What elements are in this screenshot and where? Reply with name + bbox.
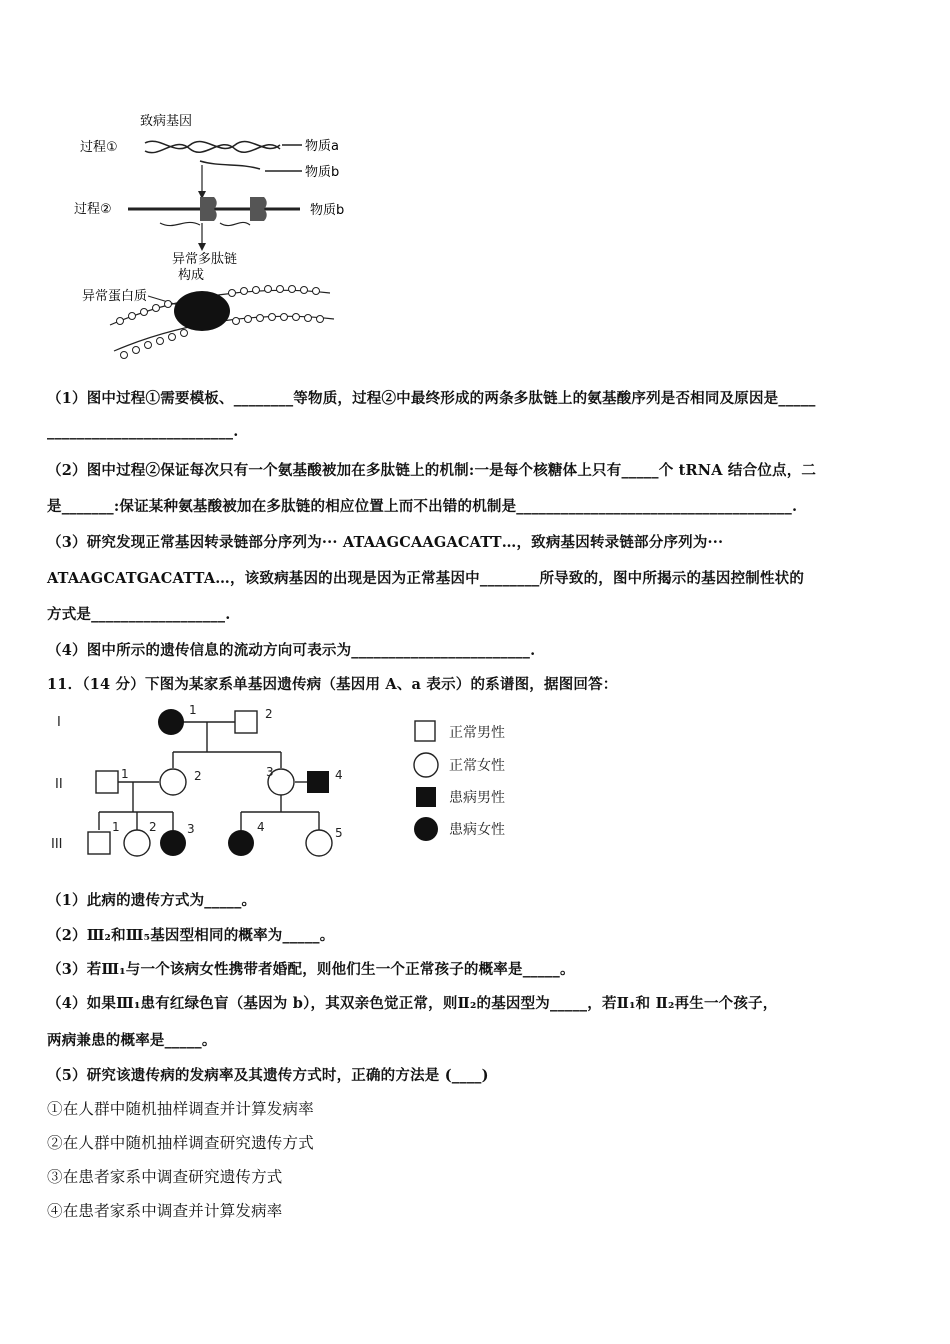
q11-option-4: ④在患者家系中调查并计算发病率 <box>47 1202 283 1220</box>
q11-4-line2: 两病兼患的概率是_____。 <box>47 1032 217 1049</box>
q11-option-1: ①在人群中随机抽样调查并计算发病率 <box>47 1100 314 1118</box>
person-III3-affected-female <box>160 830 186 856</box>
label-process1: 过程① <box>80 140 118 155</box>
q10-2-line1: （2）图中过程②保证每次只有一个氨基酸被加在多肽链上的机制:一是每个核糖体上只有_____个 tRNA 结合位点，二 <box>47 462 817 479</box>
q10-1-line2: _________________________. <box>47 423 239 440</box>
person-II4-affected-male <box>307 771 329 793</box>
q11-1: （1）此病的遗传方式为_____。 <box>47 892 257 909</box>
person-III5-normal-female <box>306 830 332 856</box>
label-substance-b: 物质b <box>305 165 340 180</box>
person-I1-affected-female <box>158 709 184 735</box>
q11-2: （2）Ⅲ₂和Ⅲ₅基因型相同的概率为_____。 <box>47 927 335 944</box>
person-III4-affected-female <box>228 830 254 856</box>
legend-affected-female: 患病女性 <box>449 822 505 838</box>
q11-option-3: ③在患者家系中调查研究遗传方式 <box>47 1168 283 1186</box>
mrna-strand <box>200 161 260 169</box>
label-substance-a: 物质a <box>305 139 339 154</box>
gen-label-III: III <box>51 837 63 852</box>
num-II1: 1 <box>121 767 129 781</box>
label-abnormal-protein: 异常蛋白质 <box>82 289 148 304</box>
q11-option-2: ②在人群中随机抽样调查研究遗传方式 <box>47 1134 314 1152</box>
q10-1-line1: （1）图中过程①需要模板、________等物质，过程②中最终形成的两条多肽链上的氨基酸序列是否相同及原因是_____ <box>47 390 816 407</box>
label-abnormal-chain: 异常多肽链 <box>172 252 238 267</box>
person-III1-normal-male <box>88 832 110 854</box>
label-gene: 致病基因 <box>140 114 193 129</box>
legend-affected-female-symbol <box>414 817 438 841</box>
num-III2: 2 <box>149 820 157 834</box>
label-constitute: 构成 <box>178 268 205 283</box>
person-II1-normal-male <box>96 771 118 793</box>
num-III5: 5 <box>335 826 343 840</box>
q10-2-line2: 是_______:保证某种氨基酸被加在多肽链的相应位置上而不出错的机制是_____________________________________. <box>47 498 798 515</box>
q11-4-line1: （4）如果Ⅲ₁患有红绿色盲（基因为 b），其双亲色觉正常，则Ⅱ₂的基因型为_____，若Ⅱ₁和 Ⅱ₂再生一个孩子， <box>47 995 778 1012</box>
q10-3-line2: ATAAGCATGACATTA…，该致病基因的出现是因为正常基因中________所导致的，图中所揭示的基因控制性状的 <box>47 570 805 587</box>
gen-label-I: I <box>57 715 61 730</box>
abnormal-protein-blob <box>174 291 230 331</box>
num-II2: 2 <box>194 769 202 783</box>
q10-4-line1: （4）图中所示的遗传信息的流动方向可表示为________________________. <box>47 642 536 659</box>
legend-normal-male-symbol <box>415 721 435 741</box>
q10-3-line1: （3）研究发现正常基因转录链部分序列为··· ATAAGCAAGACATT…，致病基因转录链部分序列为··· <box>47 534 724 551</box>
num-II4: 4 <box>335 768 343 782</box>
person-II2-normal-female <box>160 769 186 795</box>
pedigree-legend <box>405 715 545 845</box>
label-substance-b-2: 物质b <box>310 203 345 218</box>
legend-normal-female-symbol <box>414 753 438 777</box>
num-III1: 1 <box>112 820 120 834</box>
label-process2: 过程② <box>74 202 112 217</box>
num-III4: 4 <box>257 820 265 834</box>
legend-affected-male: 患病男性 <box>449 790 505 806</box>
q11-header: 11．（14 分）下图为某家系单基因遗传病（基因用 A、a 表示）的系谱图，据图回答： <box>47 676 618 693</box>
q11-5: （5）研究该遗传病的发病率及其遗传方式时，正确的方法是 (____) <box>47 1067 489 1084</box>
num-I1: 1 <box>189 703 197 717</box>
person-III2-normal-female <box>124 830 150 856</box>
num-II3: 3 <box>266 765 274 779</box>
polypeptide-1 <box>160 222 200 225</box>
num-III3: 3 <box>187 822 195 836</box>
num-I2: 2 <box>265 707 273 721</box>
legend-affected-male-symbol <box>416 787 436 807</box>
gene-expression-figure <box>60 105 370 370</box>
polypeptide-2 <box>220 222 250 225</box>
q11-3: （3）若Ⅲ₁与一个该病女性携带者婚配，则他们生一个正常孩子的概率是_____。 <box>47 961 575 978</box>
legend-normal-male: 正常男性 <box>449 725 505 741</box>
person-I2-normal-male <box>235 711 257 733</box>
gen-label-II: II <box>55 777 63 792</box>
legend-normal-female: 正常女性 <box>449 758 505 774</box>
q10-3-line3: 方式是__________________. <box>47 606 231 623</box>
pedigree-chart <box>45 700 375 870</box>
